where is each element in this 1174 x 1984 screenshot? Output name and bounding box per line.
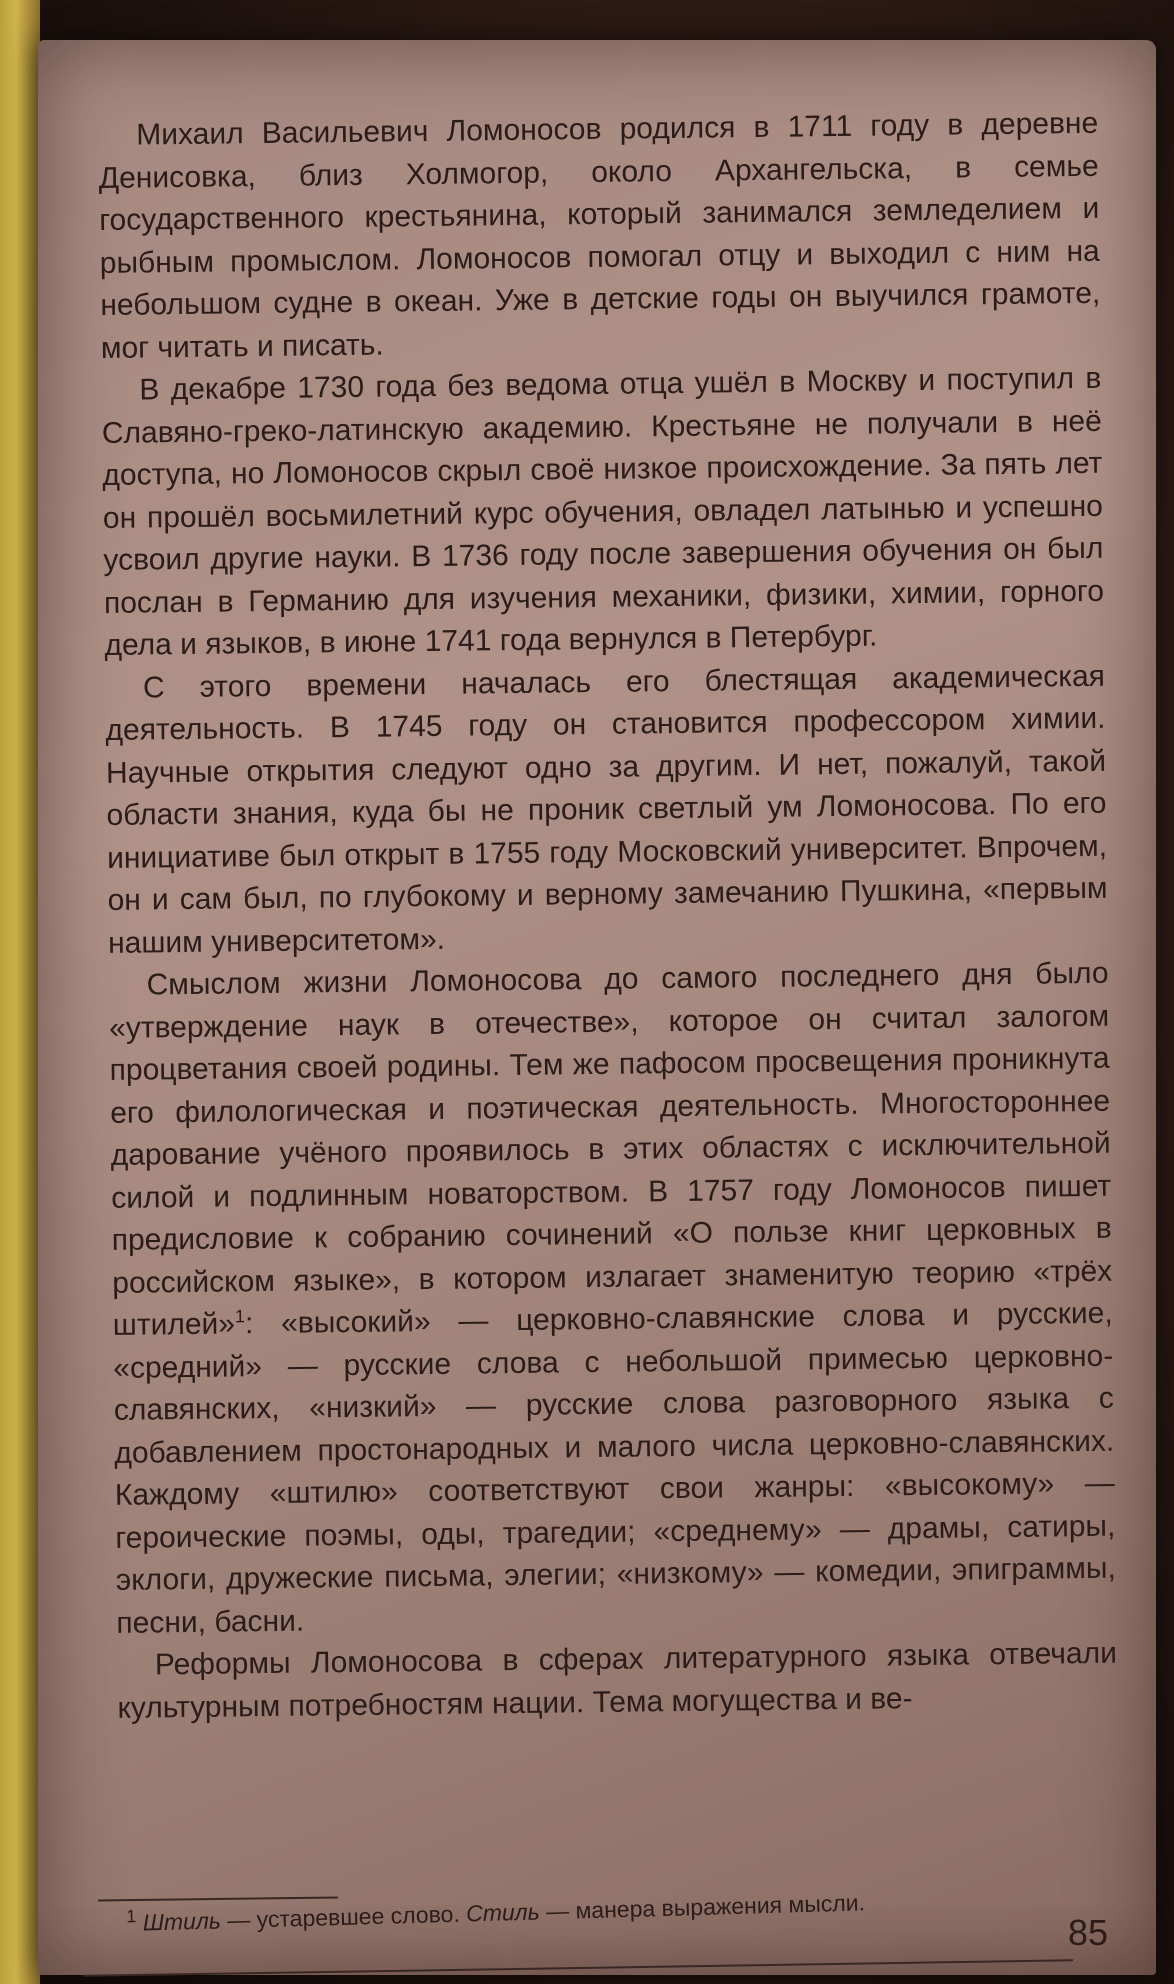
paragraph-5: Реформы Ломоносова в сферах литературного языка отвечали культурным потребностям нации. Тема могущества и ве- [117,1636,1118,1725]
footnote-mark: 1 [125,1906,137,1927]
footnote-divider [98,1897,338,1902]
paragraph-4-tail: : «высокий» — церковно-славянские слова и русские, «средний» — русские слова с небольшой примесью церковно-славянских, «низкий» — русские слова разговорного языка с добавлением простонародных и малого числа церковно-славянских. Каждому «штилю» соответствуют свои жанры: «высокому» — героические поэмы, оды, трагедии; «среднему» — драмы, сатиры, эклоги, дружеские письма, элегии; «низкому» — комедии, эпиграммы, песни, басни. [113,1296,1117,1640]
paragraph-2: В декабре 1730 года без ведома отца ушёл в Москву и поступил в Славяно-греко-латинскую академию. Крестьяне не получали в неё доступа, но Ломоносов скрыл своё низкое происхождение. За пять лет он прошёл восьмилетний курс обучения, овладел латынью и успешно усвоил другие науки. В 1736 году после завершения обучения он был послан в Германию для изучения механики, физики, химии, горного дела и языков, в июне 1741 года вернулся в Петербург. [101,361,1105,662]
book-edge [0,0,40,1984]
footnote-term-2: Стиль [465,1898,541,1927]
footnote [126,1886,986,1937]
footnote-reference: 1 [234,1306,246,1327]
bottom-rule [83,1959,1073,1977]
book-page [38,40,1156,1975]
paragraph-4-text: Смыслом жизни Ломоносова до самого последнего дня было «утверждение наук в отечестве», которое он считал залогом процветания своей родины. Тем же пафосом просвещения проникнута его филологическая и поэтическая деятельность. Многостороннее дарование учёного проявилось в этих областях с исключительной силой и подлинным новаторством. В 1757 году Ломоносов пишет предисловие к собранию сочинений «О пользе книг церковных в российском языке», в котором излагает знаменитую теорию «трёх штилей» [108,956,1113,1342]
footnote-text-1: — устаревшее слово. [220,1900,467,1934]
paragraph-4 [108,953,1116,1645]
page-number: 85 [1068,1912,1109,1953]
footnote-term-1: Штиль [142,1907,222,1936]
paragraph-1: Михаил Васильевич Ломоносов родился в 1711 году в деревне Денисовка, близ Холмогор, около Архангельска, в семье государственного крестьянина, который занимался земледелием и рыбным промыслом. Ломоносов помогал отцу и выходил с ним на небольшом судне в океан. Уже в детские годы он выучился грамоте, мог читать и писать. [98,106,1101,365]
paragraph-3: С этого времени началась его блестящая академическая деятельность. В 1745 году он становится профессором химии. Научные открытия следуют одно за другим. И нет, пожалуй, такой области знания, куда бы не проник светлый ум Ломоносова. По его инициативе был открыт в 1755 году Московский университет. Впрочем, он и сам был, по глубокому и верному замечанию Пушкина, «первым нашим университетом». [105,659,1108,960]
footnote-text-2: — манера выражения мысли. [539,1889,866,1925]
main-text [98,103,1118,1730]
